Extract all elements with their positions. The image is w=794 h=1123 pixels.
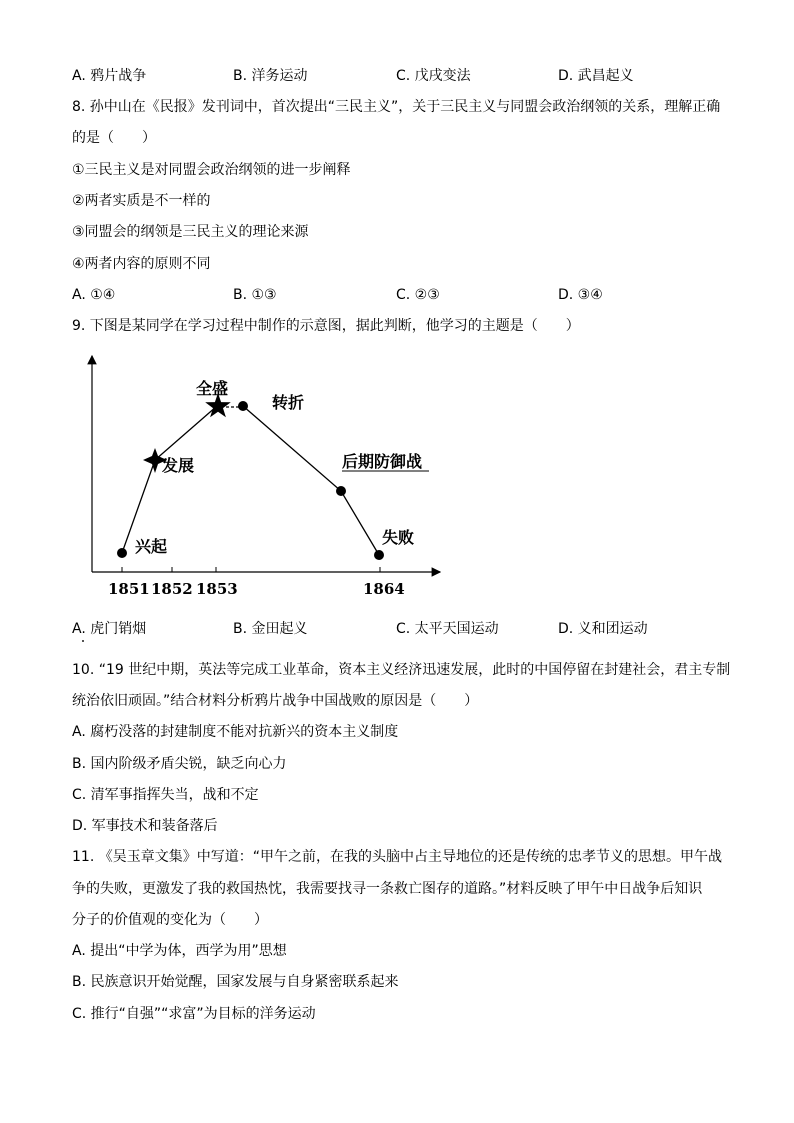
q11-stem-line1: 11. 《吴玉章文集》中写道：“甲午之前，在我的头脑中占主导地位的还是传统的忠孝节义的思想。甲午战: [72, 849, 722, 865]
tick-label-1853: 1853: [196, 580, 238, 598]
tick-label-1851: 1851: [108, 580, 150, 598]
q10-stem-line1: 10. “19 世纪中期，英法等完成工业革命，资本主义经济迅速发展，此时的中国停留在封建社会，君主专制: [72, 662, 731, 678]
q10-option-b: B. 国内阶级矛盾尖锐，缺乏向心力: [72, 756, 287, 772]
q7-option-a: A. 鸦片战争: [72, 68, 147, 84]
q9-options: [72, 619, 732, 639]
label-fail: 失败: [382, 528, 415, 547]
label-peak: 全盛: [196, 379, 229, 398]
q11-stem-line3: 分子的价值观的变化为（ ）: [72, 912, 268, 928]
q8-option-c: C. ②③: [396, 287, 440, 303]
q11-option-c: C. 推行“自强”“求富”为目标的洋务运动: [72, 1006, 316, 1022]
q8-item-1: ①三民主义是对同盟会政治纲领的进一步阐释: [72, 162, 351, 178]
q8-stem-line2: 的是（ ）: [72, 130, 156, 146]
q9-option-d: D. 义和团运动: [558, 621, 648, 637]
q8-stem-line1: 8. 孙中山在《民报》发刊词中，首次提出“三民主义”，关于三民主义与同盟会政治纲领的关系，理解正确: [72, 99, 721, 115]
q9-option-c: C. 太平天国运动: [396, 621, 499, 637]
point-defense: [336, 486, 346, 496]
q10-option-a: A. 腐朽没落的封建制度不能对抗新兴的资本主义制度: [72, 724, 399, 740]
q10-option-c: C. 清军事指挥失当，战和不定: [72, 787, 259, 803]
point-rise: [117, 548, 127, 558]
q7-option-c: C. 戊戌变法: [396, 68, 471, 84]
q11-option-a: A. 提出“中学为体，西学为用”思想: [72, 943, 287, 959]
q9-option-b: B. 金田起义: [233, 621, 308, 637]
q8-option-b: B. ①③: [233, 287, 277, 303]
q9-diagram: [80, 348, 450, 604]
q10-option-d: D. 军事技术和装备落后: [72, 818, 218, 834]
tick-label-1864: 1864: [363, 580, 405, 598]
point-fail: [374, 550, 384, 560]
q9-stem: 9. 下图是某同学在学习过程中制作的示意图，据此判断，他学习的主题是（ ）: [72, 318, 580, 334]
curve-rise: [122, 406, 217, 553]
point-turn: [238, 401, 248, 411]
q8-option-a: A. ①④: [72, 287, 116, 303]
q9-option-a: A. 虎门销烟: [72, 621, 147, 637]
stray-mark: [82, 640, 84, 642]
curve-decline: [243, 406, 379, 555]
q7-option-b: B. 洋务运动: [233, 68, 308, 84]
tick-label-1852: 1852: [151, 580, 193, 598]
q8-item-4: ④两者内容的原则不同: [72, 256, 211, 272]
label-turn: 转折: [272, 393, 305, 412]
q8-option-d: D. ③④: [558, 287, 603, 303]
q10-stem-line2: 统治依旧顽固。”结合材料分析鸦片战争中国战败的原因是（ ）: [72, 693, 479, 709]
q11-option-b: B. 民族意识开始觉醒，国家发展与自身紧密联系起来: [72, 974, 399, 990]
label-develop: 发展: [162, 456, 195, 475]
q7-options: [72, 66, 732, 86]
q7-option-d: D. 武昌起义: [558, 68, 634, 84]
q8-options: [72, 285, 732, 305]
q11-stem-line2: 争的失败，更激发了我的救国热忱，我需要找寻一条救亡图存的道路。”材料反映了甲午中日战争后知识: [72, 881, 703, 897]
q8-item-2: ②两者实质是不一样的: [72, 193, 211, 209]
q8-item-3: ③同盟会的纲领是三民主义的理论来源: [72, 224, 309, 240]
label-rise: 兴起: [135, 537, 168, 556]
label-defense: 后期防御战: [342, 452, 423, 471]
